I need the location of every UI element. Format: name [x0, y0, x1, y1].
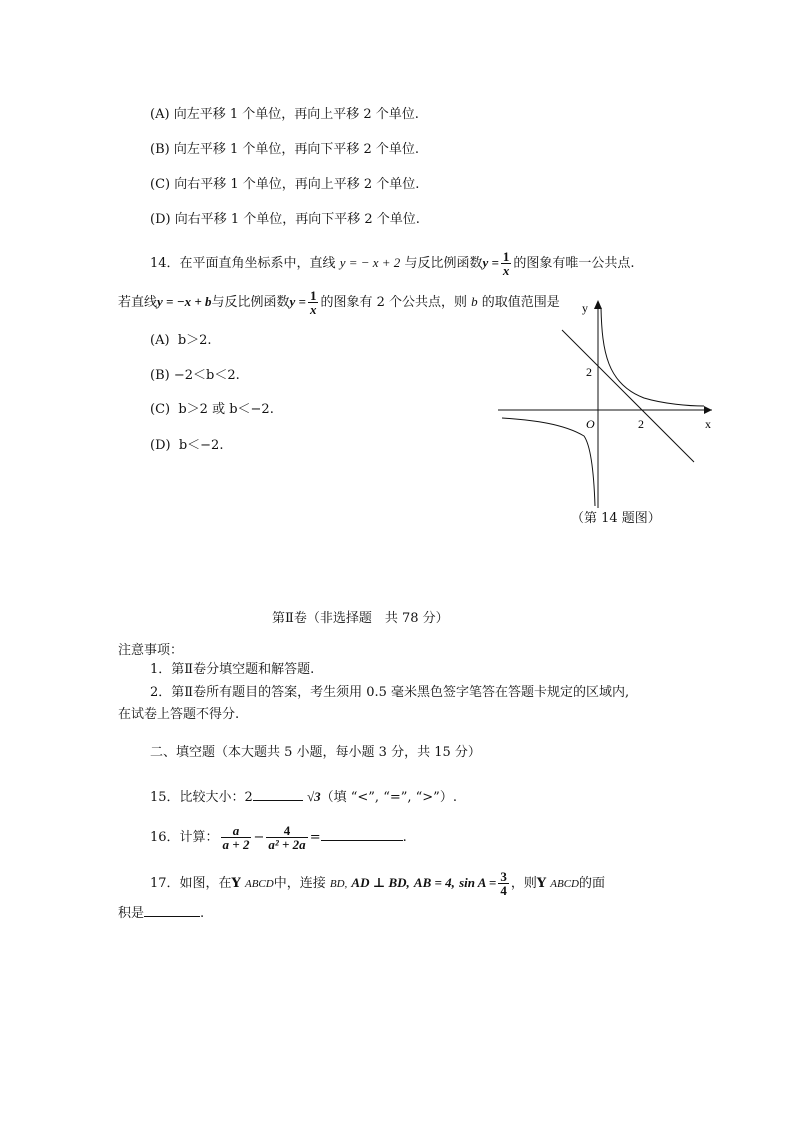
q17-text5: 积是 [118, 906, 145, 921]
option-text: b＞2. [177, 333, 212, 348]
option-key: (A) [150, 107, 170, 122]
fraction-numerator: 4 [266, 824, 307, 838]
q15-hint: （填 “<”, “=”, “>”）. [320, 790, 457, 805]
q14-option-b [150, 368, 240, 384]
q14-fraction-2 [308, 289, 319, 316]
fraction-denominator: a + 2 [222, 837, 250, 852]
note-2-line1: 2．第Ⅱ卷所有题目的答案，考生须用 0.5 毫米黑色签字笔答在答题卡规定的区域内, [150, 685, 630, 700]
q13-option-c [150, 177, 419, 193]
q14-text1: 在平面直角坐标系中，直线 [179, 256, 336, 271]
x-tick-label: 2 [638, 417, 644, 431]
y-axis-label: y [582, 301, 588, 315]
q17-bd: BD, [329, 878, 348, 890]
q15-left: 2 [244, 790, 253, 805]
y-axis-arrow [594, 300, 602, 309]
hyperbola-branch-3 [502, 418, 595, 506]
line-y-equals-minus-x-plus-2 [562, 330, 694, 462]
option-text: 向左平移 1 个单位，再向上平移 2 个单位. [173, 107, 419, 122]
fraction-denominator: x [309, 302, 317, 317]
fraction-denominator: 4 [500, 883, 507, 898]
q14-option-c [150, 402, 274, 418]
option-text: −2＜b＜2. [173, 368, 240, 383]
q16-number: 16．计算： [150, 830, 219, 845]
q14-var-b: b [471, 294, 478, 309]
q14-fraction [501, 250, 512, 277]
option-text: 向右平移 1 个单位，再向下平移 2 个单位. [174, 212, 420, 227]
fraction-numerator: 1 [502, 249, 510, 264]
q17-abcd-2: ABCD [550, 878, 580, 890]
fraction-numerator: a [221, 824, 252, 838]
q17-cond1: AD ⊥ BD, [351, 875, 410, 890]
q16-fraction-1 [221, 824, 252, 851]
q14-figure [494, 296, 724, 536]
q15-answer-blank [253, 788, 303, 801]
q13-option-d [150, 212, 420, 228]
x-axis-label: x [705, 417, 711, 431]
q16-answer-blank [321, 828, 403, 841]
q17-sin-fraction [498, 870, 509, 897]
fraction-numerator: 3 [500, 869, 507, 884]
q14-text4: 若直线 [118, 295, 158, 310]
q17-sin: sin A = [459, 875, 497, 890]
q13-option-a [150, 107, 419, 123]
q14-func-lhs: y = [482, 255, 499, 270]
q15-sqrt: √3 [306, 789, 321, 804]
hyperbola-branch-1 [601, 308, 704, 406]
q13-option-b [150, 142, 419, 158]
section-2-heading: 二、填空题（本大题共 5 小题，每小题 3 分，共 15 分） [150, 745, 481, 760]
q14-option-a [150, 333, 212, 349]
parallelogram-symbol: Y [231, 876, 241, 891]
q14-line1-formula: y = − x + 2 [339, 255, 401, 270]
y-tick-label: 2 [586, 365, 592, 379]
q14-text7: 的取值范围是 [481, 295, 560, 310]
option-text: b＜−2. [178, 438, 224, 453]
q17-line1 [150, 868, 605, 899]
q14-number: 14． [150, 256, 180, 271]
note-1: 1．第Ⅱ卷分填空题和解答题. [150, 662, 315, 677]
fraction-denominator: x [502, 263, 510, 278]
fraction-numerator: 1 [309, 288, 317, 303]
notes-heading: 注意事项： [118, 643, 184, 658]
x-axis-arrow [704, 406, 712, 414]
q17-answer-blank [144, 904, 200, 917]
q17-end: . [200, 906, 205, 921]
q14-text2: 与反比例函数 [404, 256, 483, 271]
q15-number: 15．比较大小： [150, 790, 245, 805]
q14-text3: 的图象有唯一公共点. [513, 256, 635, 271]
option-key: (D) [150, 212, 171, 227]
note-2-line2: 在试卷上答题不得分. [118, 707, 240, 722]
part2-title: 第Ⅱ卷（非选择题 共 78 分） [272, 611, 449, 626]
option-key: (D) [150, 438, 171, 453]
q14-text5: 与反比例函数 [211, 295, 290, 310]
q15 [150, 788, 457, 806]
q17-text4: 的面 [579, 876, 606, 891]
option-text: 向左平移 1 个单位，再向下平移 2 个单位. [173, 142, 420, 157]
q16 [150, 823, 407, 853]
q17-abcd: ABCD [244, 878, 274, 890]
q17-text2: 中，连接 [273, 876, 326, 891]
origin-label: O [586, 417, 595, 431]
option-key: (C) [150, 177, 171, 192]
q14-line2-formula: y = −x + b [157, 294, 212, 309]
option-key: (C) [150, 402, 171, 417]
q16-end: . [402, 830, 407, 845]
option-key: (A) [150, 333, 170, 348]
q14-func-lhs-2: y = [289, 294, 306, 309]
option-text: b＞2 或 b＜−2. [178, 402, 274, 417]
q17-line2 [118, 904, 204, 922]
fraction-denominator: a² + 2a [268, 837, 306, 852]
q17-text3: ，则 [510, 876, 537, 891]
option-key: (B) [150, 142, 170, 157]
q16-minus: − [253, 830, 265, 845]
q16-equals: = [309, 830, 321, 845]
q17-text1: 17．如图，在 [150, 876, 232, 891]
q16-fraction-2 [266, 824, 307, 851]
q14-option-d [150, 438, 223, 454]
q14-stem-line1 [150, 250, 635, 277]
option-text: 向右平移 1 个单位，再向上平移 2 个单位. [174, 177, 420, 192]
figure-caption: （第 14 题图） [571, 511, 661, 526]
option-key: (B) [150, 368, 170, 383]
q14-text6: 的图象有 2 个公共点，则 [320, 295, 467, 310]
parallelogram-symbol-2: Y [536, 876, 547, 891]
q17-cond2: AB = 4, [413, 875, 455, 890]
